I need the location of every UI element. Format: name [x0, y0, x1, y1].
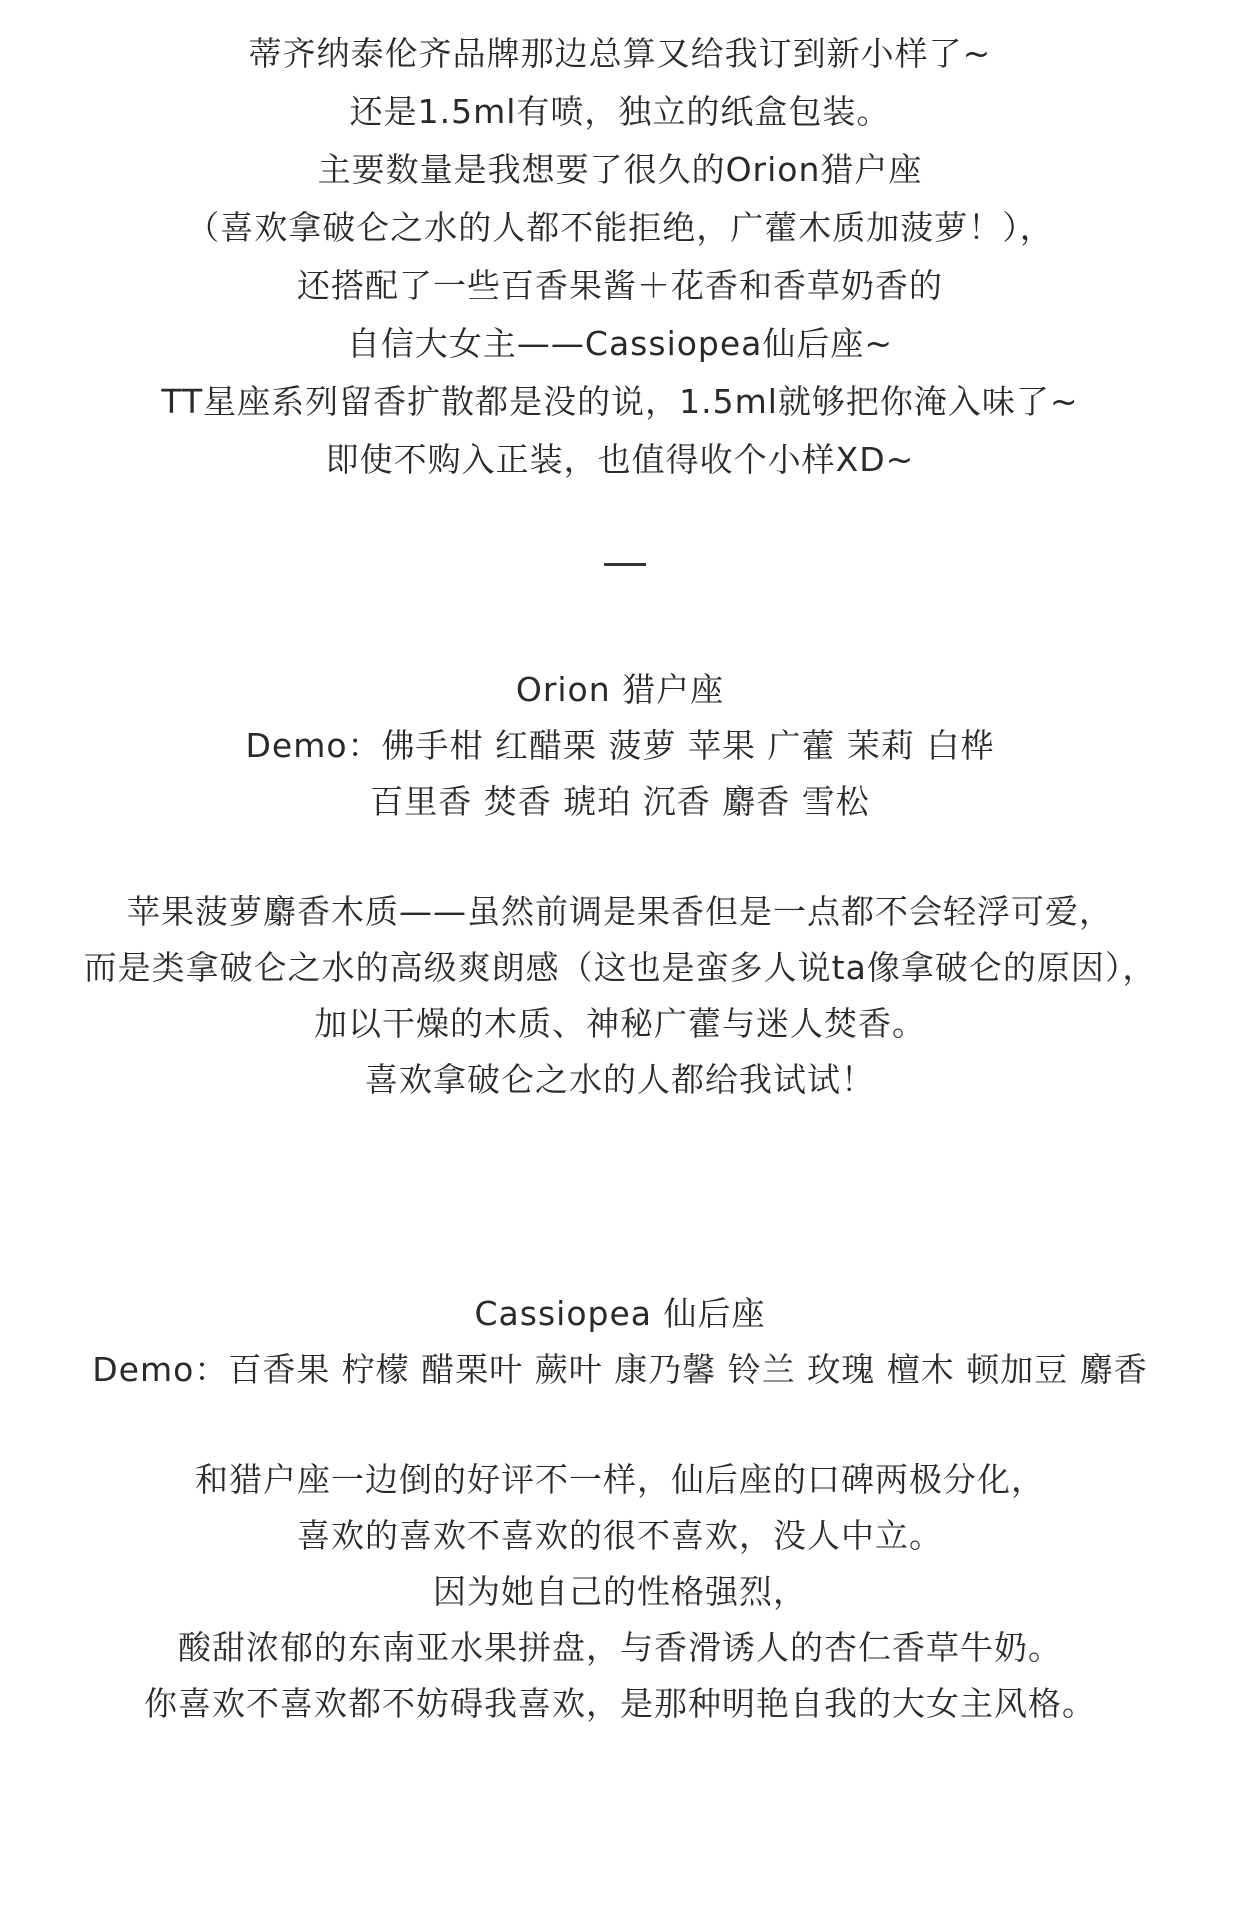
orion-demo-line: Demo：佛手柑 红醋栗 菠萝 苹果 广藿 茉莉 白桦	[245, 726, 995, 765]
orion-demo-line: 百里香 焚香 琥珀 沉香 麝香 雪松	[370, 782, 870, 821]
cassiopea-review-line: 和猎户座一边倒的好评不一样，仙后座的口碑两极分化，	[195, 1460, 1045, 1499]
orion-review-line: 苹果菠萝麝香木质——虽然前调是果香但是一点都不会轻浮可爱，	[127, 892, 1113, 931]
orion-title: Orion 猎户座	[515, 670, 725, 709]
cassiopea-review-line: 酸甜浓郁的东南亚水果拼盘，与香滑诱人的杏仁香草牛奶。	[178, 1628, 1062, 1667]
orion-review-line: 加以干燥的木质、神秘广藿与迷人焚香。	[314, 1004, 926, 1043]
orion-review-line: 喜欢拿破仑之水的人都给我试试！	[365, 1060, 875, 1099]
intro-line: （喜欢拿破仑之水的人都不能拒绝，广藿木质加菠萝！），	[186, 208, 1054, 247]
intro-line: 还是1.5ml有喷，独立的纸盒包装。	[349, 92, 891, 131]
intro-line: 主要数量是我想要了很久的Orion猎户座	[317, 150, 923, 189]
cassiopea-review-line: 喜欢的喜欢不喜欢的很不喜欢，没人中立。	[297, 1516, 943, 1555]
cassiopea-demo-line: Demo：百香果 柠檬 醋栗叶 蕨叶 康乃馨 铃兰 玫瑰 檀木 顿加豆 麝香	[92, 1350, 1148, 1389]
section-divider	[604, 563, 646, 566]
intro-line: 蒂齐纳泰伦齐品牌那边总算又给我订到新小样了~	[248, 34, 992, 73]
cassiopea-title: Cassiopea 仙后座	[474, 1294, 766, 1333]
cassiopea-review-line: 因为她自己的性格强烈，	[433, 1572, 807, 1611]
intro-line: 自信大女主——Cassiopea仙后座~	[346, 324, 894, 363]
orion-review-line: 而是类拿破仑之水的高级爽朗感（这也是蛮多人说ta像拿破仑的原因），	[83, 948, 1157, 987]
intro-line: 即使不购入正装，也值得收个小样XD~	[325, 440, 915, 479]
intro-line: 还搭配了一些百香果酱＋花香和香草奶香的	[297, 266, 943, 305]
intro-line: TT星座系列留香扩散都是没的说，1.5ml就够把你淹入味了~	[161, 382, 1079, 421]
cassiopea-review-line: 你喜欢不喜欢都不妨碍我喜欢，是那种明艳自我的大女主风格。	[144, 1684, 1096, 1723]
